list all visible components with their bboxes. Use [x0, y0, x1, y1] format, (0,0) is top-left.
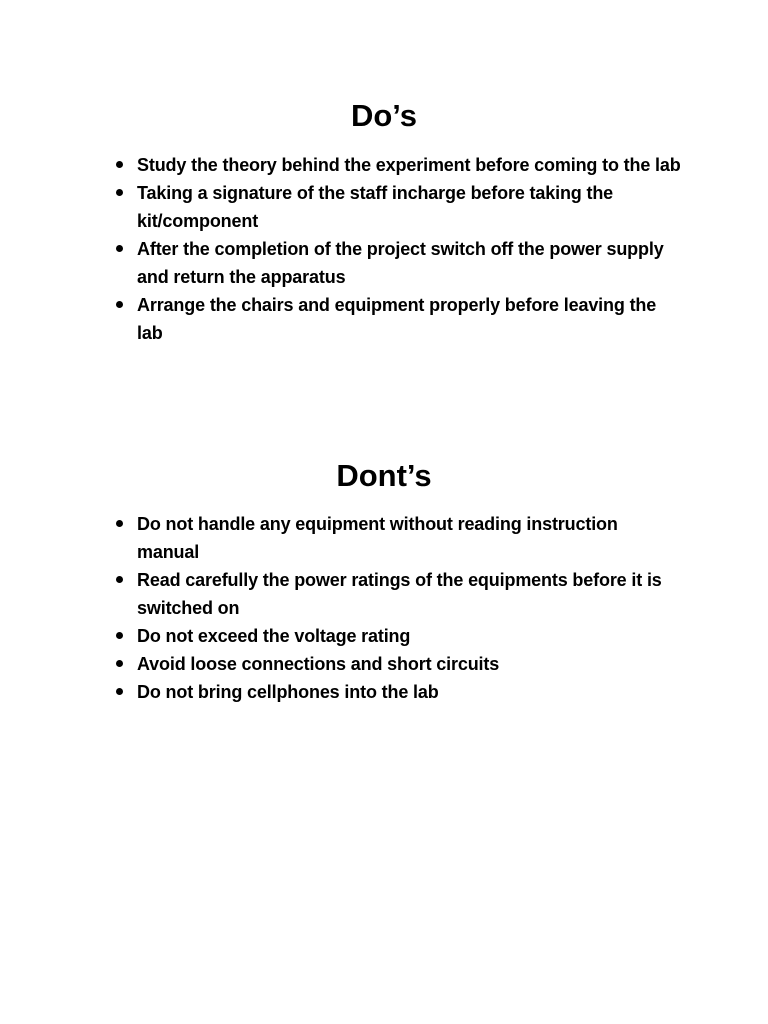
bullet-icon [116, 161, 123, 168]
donts-list-item [112, 678, 682, 706]
dos-list-item [112, 179, 682, 235]
dos-list-item [112, 235, 682, 291]
dos-item-text: Arrange the chairs and equipment properly before leaving the lab [137, 295, 657, 343]
bullet-icon [116, 632, 123, 639]
bullet-icon [116, 245, 123, 252]
donts-item-text: Read carefully the power ratings of the equipments before it is switched on [137, 570, 662, 618]
donts-list-item [112, 510, 682, 566]
dos-list-item [112, 151, 682, 179]
donts-list-item [112, 566, 682, 622]
donts-item-text: Avoid loose connections and short circuits [137, 654, 500, 674]
dos-item-text: After the completion of the project switch off the power supply and return the apparatus [137, 239, 664, 287]
dos-list [112, 151, 682, 347]
donts-item-text: Do not handle any equipment without reading instruction manual [137, 514, 618, 562]
bullet-icon [116, 688, 123, 695]
donts-list [112, 510, 682, 706]
bullet-icon [116, 520, 123, 527]
bullet-icon [116, 576, 123, 583]
bullet-icon [116, 301, 123, 308]
bullet-icon [116, 189, 123, 196]
dos-item-text: Study the theory behind the experiment before coming to the lab [137, 155, 681, 175]
donts-item-text: Do not bring cellphones into the lab [137, 682, 439, 702]
donts-list-item [112, 650, 682, 678]
donts-list-item [112, 622, 682, 650]
dos-heading: Do’s [350, 98, 418, 133]
dos-list-item [112, 291, 682, 347]
bullet-icon [116, 660, 123, 667]
donts-item-text: Do not exceed the voltage rating [137, 626, 411, 646]
donts-heading: Dont’s [336, 458, 432, 493]
dos-item-text: Taking a signature of the staff incharge before taking the kit/component [137, 183, 614, 231]
